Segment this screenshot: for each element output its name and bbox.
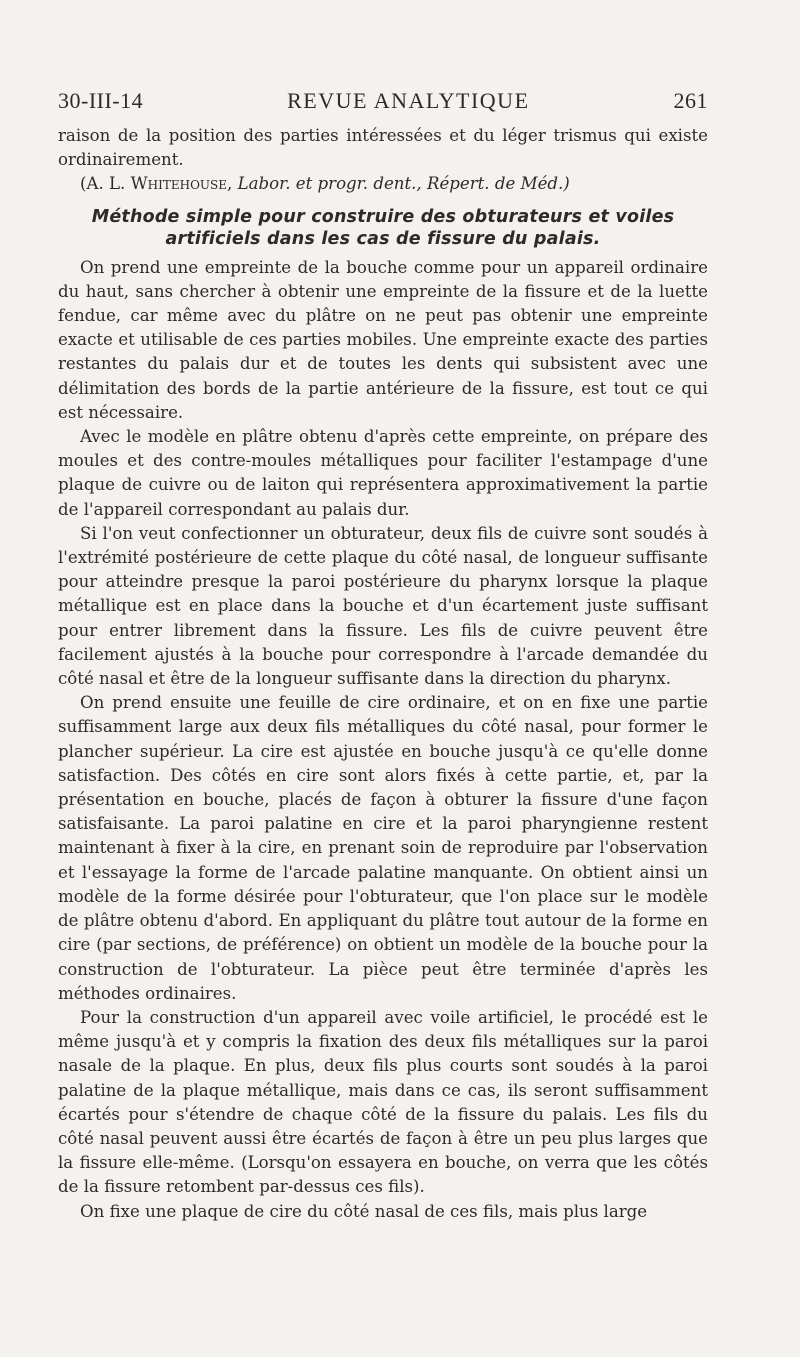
- article-heading-line-1: Méthode simple pour construire des obturateurs et voiles: [91, 206, 675, 227]
- paragraph-1: On prend une empreinte de la bouche comme pour un appareil ordinaire du haut, sans chercher à obtenir une empreinte de la fissure et de la luette fendue, car même avec du plâtre on ne peut pas obtenir une empreinte exacte et utilisable de ces parties mobiles. Une empreinte exacte des parties restantes du palais dur et de toutes les dents qui subsistent avec une délimitation des bords de la partie antérieure de la fissure, est tout ce qui est nécessaire.: [58, 257, 708, 422]
- header-date: 30-III-14: [58, 88, 144, 113]
- running-header: [58, 88, 708, 114]
- header-journal-title: REVUE ANALYTIQUE: [287, 88, 530, 113]
- paragraph-5: Pour la construction d'un appareil avec voile artificiel, le procédé est le même jusqu'à et y compris la fixation des deux fils métalliques sur la paroi nasale de la plaque. En plus, deux fils plus courts sont soudés à la paroi palatine de la plaque métallique, mais dans ce cas, ils seront suffisamment écartés pour s'étendre de chaque côté de la fissure du palais. Les fils du côté nasal peuvent aussi être écartés de façon à être un peu plus larges que la fissure elle-même. (Lorsqu'on essayera en bouche, on verra que les côtés de la fissure retombent par-dessus ces fils).: [58, 1007, 708, 1197]
- article-heading-line-2: artificiels dans les cas de fissure du palais.: [165, 228, 601, 249]
- article-heading: [58, 206, 708, 250]
- paragraph-6: On fixe une plaque de cire du côté nasal de ces fils, mais plus large: [80, 1201, 648, 1221]
- paragraph-2: Avec le modèle en plâtre obtenu d'après cette empreinte, on prépare des moules et des contre-moules métalliques pour faciliter l'estampage d'une plaque de cuivre ou de laiton qui représentera approximativement la partie de l'appareil correspondant au palais dur.: [58, 427, 708, 519]
- paragraph-4: On prend ensuite une feuille de cire ordinaire, et on en fixe une partie suffisamment large aux deux fils métalliques du côté nasal, pour former le plancher supérieur. La cire est ajustée en bouche jusqu'à ce qu'elle donne satisfaction. Des côtés en cire sont alors fixés à cette partie, et, par la présentation en bouche, placés de façon à obturer la fissure d'une façon satisfaisante. La paroi palatine en cire et la paroi pharyngienne restent maintenant à fixer à la cire, en prenant soin de reproduire par l'observation et l'essayage la forme de l'arcade palatine manquante. On obtient ainsi un modèle de la forme désirée pour l'obturateur, que l'on place sur le modèle de plâtre obtenu d'abord. En appliquant du plâtre tout autour de la forme en cire (par sections, de préférence) on obtient un modèle de la bouche pour la construction de l'obturateur. La pièce peut être terminée d'après les méthodes ordinaires.: [58, 693, 708, 1003]
- source-citation: [58, 172, 708, 196]
- header-page-number: 261: [673, 88, 708, 113]
- citation-journal: Labor. et progr. dent., Répert. de Méd.): [237, 174, 570, 194]
- citation-author: (A. L. Whitehouse,: [80, 174, 233, 194]
- paragraph-3: Si l'on veut confectionner un obturateur, deux fils de cuivre sont soudés à l'extrémité postérieure de cette plaque du côté nasal, de longueur suffisante pour atteindre presque la paroi postérieure du pharynx lorsque la plaque métallique est en place dans la bouche et d'un écartement juste suffisant pour entrer librement dans la fissure. Les fils de cuivre peuvent être facilement ajustés à la bouche pour correspondre à l'arcade demandée du côté nasal et être de la longueur suffisante dans la direction du pharynx.: [58, 523, 708, 689]
- paragraph-continuation: raison de la position des parties intéressées et du léger trismus qui existe ordinairement.: [58, 126, 708, 170]
- document-page: [58, 88, 708, 1224]
